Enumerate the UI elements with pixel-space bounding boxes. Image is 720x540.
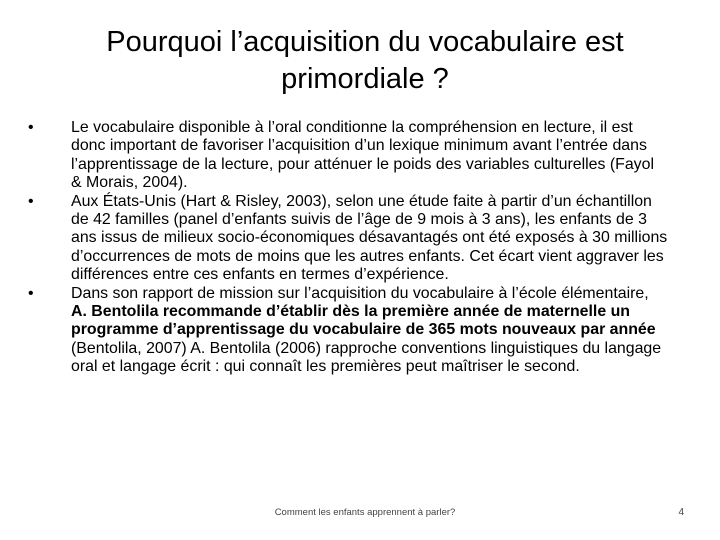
bullet-item — [28, 119, 668, 193]
bullet-item — [28, 285, 668, 377]
slide-footer: Comment les enfants apprennent à parler? — [274, 507, 456, 518]
bullet-dot: • — [28, 192, 34, 210]
bullet-list — [28, 119, 668, 377]
bullet-text: Aux États-Unis (Hart & Risley, 2003), selon une étude faite à partir d’un échantillon de 42 familles (panel d’enfants suivis de l’âge de 9 mois à 3 ans), les enfants de 3 ans issus de milieux socio-économiques désavantagés ont été exposés à 30 millions d’occurrences de mots de moins que les autres enfants. Cet écart vient aggraver les différences entre ces enfants en termes d’expérience. — [71, 192, 668, 284]
bullet-dot: • — [28, 119, 34, 136]
bullet-dot: • — [28, 284, 34, 302]
bullet-item — [28, 193, 668, 285]
bullet-text-bold: A. Bentolila recommande d’établir dès la première année de maternelle un programme d’apprentissage du vocabulaire de 365 mots nouveaux par année — [71, 303, 656, 339]
bullet-text-start: Dans son rapport de mission sur l’acquisition du vocabulaire à l’école élémentaire, — [71, 284, 649, 302]
page-number: 4 — [678, 507, 684, 518]
slide-title: Pourquoi l’acquisition du vocabulaire est primordiale ? — [106, 26, 624, 95]
bullet-text-end: (Bentolila, 2007) A. Bentolila (2006) rapproche conventions linguistiques du langage oral et langage écrit : qui connaît les premières peut maîtriser le second. — [71, 339, 662, 376]
bullet-text: Le vocabulaire disponible à l’oral conditionne la compréhension en lecture, il est donc important de favoriser l’acquisition d’un lexique minimum avant l’entrée dans l’apprentissage de la lecture, pour atténuer le poids des variables culturelles (Fayol & Morais, 2004). — [71, 119, 654, 192]
